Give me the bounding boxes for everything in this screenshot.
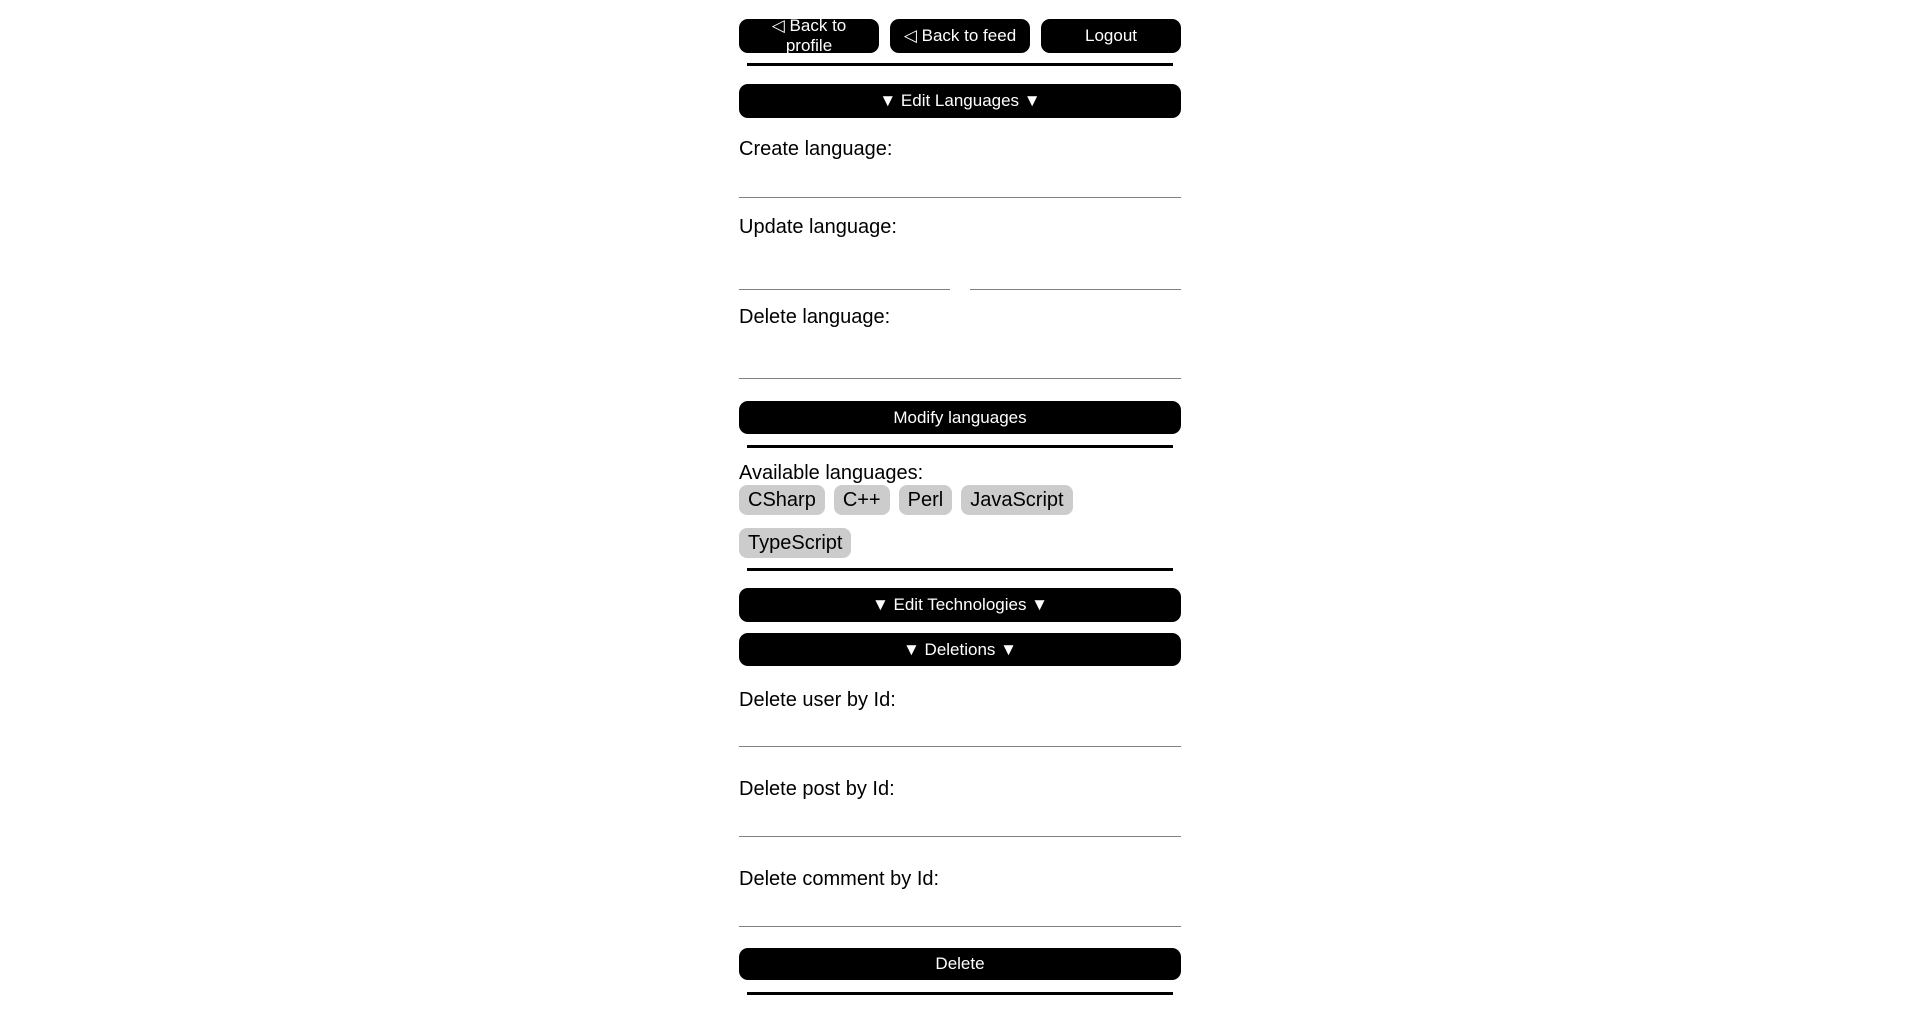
section-divider xyxy=(747,445,1173,448)
top-button-row xyxy=(739,16,1181,55)
language-pill: TypeScript xyxy=(739,528,851,558)
delete-language-label: Delete language: xyxy=(739,306,891,328)
create-language-label: Create language: xyxy=(739,138,893,160)
update-language-inputs xyxy=(739,254,1181,290)
delete-user-input[interactable] xyxy=(739,712,1181,747)
language-pill: JavaScript xyxy=(961,485,1072,515)
modify-languages-button[interactable]: Modify languages xyxy=(739,401,1181,434)
delete-post-input[interactable] xyxy=(739,801,1181,837)
create-language-input[interactable] xyxy=(739,162,1181,198)
section-divider xyxy=(747,568,1173,571)
delete-comment-label: Delete comment by Id: xyxy=(739,868,940,890)
back-to-feed-button[interactable]: ◁ Back to feed xyxy=(890,19,1030,53)
logout-button[interactable]: Logout xyxy=(1041,19,1181,53)
update-language-new-input[interactable] xyxy=(970,254,1181,290)
available-languages-label: Available languages: xyxy=(739,462,924,484)
delete-user-label: Delete user by Id: xyxy=(739,689,896,711)
language-pill: C++ xyxy=(834,485,890,515)
section-divider xyxy=(747,63,1173,66)
update-language-label: Update language: xyxy=(739,216,897,238)
admin-panel xyxy=(739,0,1181,995)
edit-technologies-toggle[interactable]: ▼ Edit Technologies ▼ xyxy=(739,588,1181,622)
language-pill: Perl xyxy=(899,485,953,515)
language-pill: CSharp xyxy=(739,485,825,515)
available-languages-list xyxy=(739,485,1181,558)
delete-language-input[interactable] xyxy=(739,343,1181,379)
edit-languages-toggle[interactable]: ▼ Edit Languages ▼ xyxy=(739,84,1181,118)
section-divider xyxy=(747,992,1173,995)
back-to-profile-button[interactable]: ◁ Back to profile xyxy=(739,19,879,53)
deletions-toggle[interactable]: ▼ Deletions ▼ xyxy=(739,633,1181,666)
delete-comment-input[interactable] xyxy=(739,891,1181,927)
update-language-old-input[interactable] xyxy=(739,254,950,290)
delete-post-label: Delete post by Id: xyxy=(739,778,895,800)
delete-button[interactable]: Delete xyxy=(739,948,1181,980)
